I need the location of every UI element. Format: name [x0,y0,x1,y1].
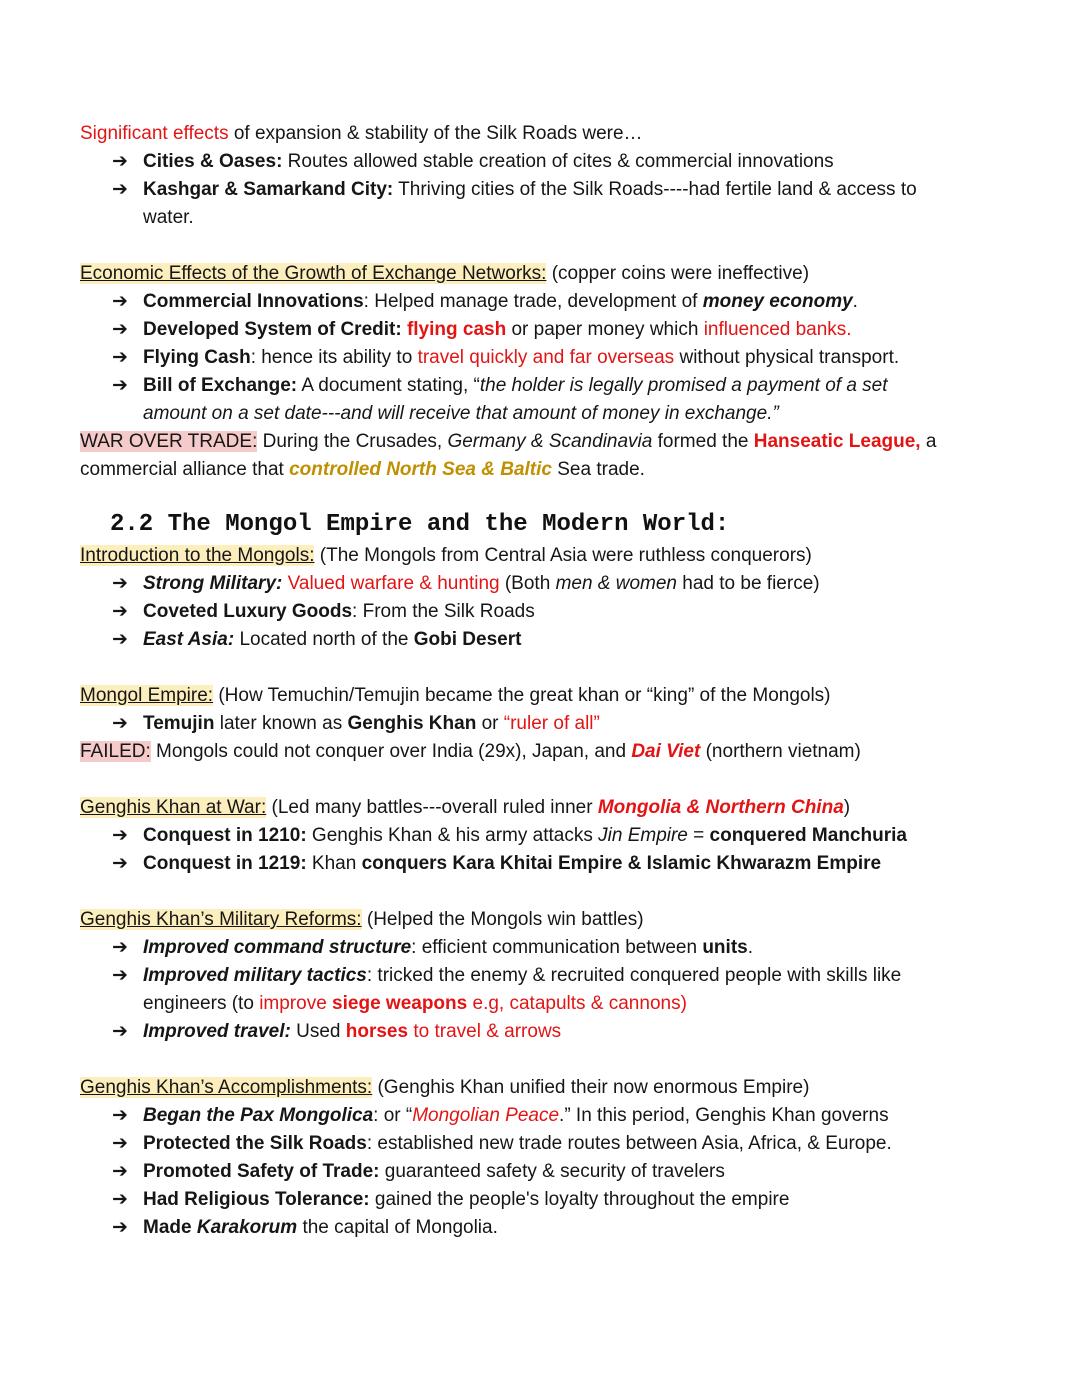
bullet-list-mongol-empire [80,710,952,738]
para-mongol-empire [80,682,952,710]
text-run: Had Religious Tolerance: [143,1189,370,1210]
para-economic-effects-heading [80,260,952,288]
list-item [80,148,952,176]
text-run: Improved command structure [143,937,412,958]
text-run: (Genghis Khan unified their now enormous Empire) [372,1077,810,1098]
arrow-bullet-icon: ➔ [112,937,128,958]
list-item [80,1158,952,1186]
text-run: : established new trade routes between Asia, Africa, & Europe. [366,1133,892,1154]
text-run: of expansion & stability of the Silk Roads were… [228,123,643,144]
para-introduction-mongols [80,542,952,570]
arrow-bullet-icon: ➔ [112,375,128,396]
text-run: Jin Empire [598,825,688,846]
text-run: the holder is legally promised a payment of a set amount on a set date---and will receive that amount of money in exchange.” [143,375,888,424]
arrow-bullet-icon: ➔ [112,601,128,622]
list-item [80,288,952,316]
text-run: Germany & Scandinavia [447,431,653,452]
text-run: Cities & Oases: [143,151,283,172]
text-run: Mongolia & Northern China [597,797,844,818]
text-run: Dai Viet [631,741,701,762]
text-run: later known as [214,713,348,734]
text-run: Hanseatic League, [753,431,921,452]
text-run: (Led many battles---overall ruled inner [266,797,598,818]
text-run: (copper coins were ineffective) [546,263,810,284]
arrow-bullet-icon: ➔ [112,965,128,986]
text-run: (Helped the Mongols win battles) [361,909,644,930]
topic-heading: Genghis Khan at War: [80,797,267,818]
text-run: Protected the Silk Roads [143,1133,367,1154]
list-item [80,1214,952,1242]
list-item [80,626,952,654]
text-run: travel quickly and far overseas [417,347,675,368]
text-run: Conquest in 1219: [143,853,307,874]
bullet-list-conquests [80,822,952,878]
bullet-text [143,372,952,428]
text-run: formed the [652,431,754,452]
bullet-text [143,1186,952,1214]
text-run: Mongols could not conquer over India (29x), Japan, and [150,741,632,762]
bullet-text [143,710,952,738]
list-item [80,598,952,626]
list-item [80,1186,952,1214]
text-run: A document stating, “ [297,375,480,396]
list-item [80,316,952,344]
bullet-text [143,1214,952,1242]
text-run: units [702,937,748,958]
bullet-text [143,1018,952,1046]
list-item [80,1130,952,1158]
arrow-bullet-icon: ➔ [112,291,128,312]
para-accomplishments [80,1074,952,1102]
text-run: improve [259,993,333,1014]
list-item [80,822,952,850]
text-run: Developed System of Credit: [143,319,402,340]
arrow-bullet-icon: ➔ [112,1189,128,1210]
bullet-list-military-reforms [80,934,952,1046]
text-run: had to be fierce) [677,573,820,594]
list-item [80,962,952,1018]
text-run: .” In this period, Genghis Khan governs [559,1105,889,1126]
bullet-list-economic-effects [80,288,952,428]
bullet-text [143,962,952,1018]
bullet-text [143,1102,952,1130]
arrow-bullet-icon: ➔ [112,1105,128,1126]
highlighted-term: FAILED: [80,741,151,762]
text-run: or paper money which [506,319,704,340]
para-failed [80,738,952,766]
topic-heading: Mongol Empire: [80,685,214,706]
text-run: Commercial Innovations [143,291,364,312]
text-run: Used [290,1021,346,1042]
bullet-text [143,288,952,316]
bullet-text [143,316,952,344]
text-run: : or “ [373,1105,413,1126]
para-genghis-at-war [80,794,952,822]
arrow-bullet-icon: ➔ [112,1217,128,1238]
text-run: horses [345,1021,409,1042]
text-run: to travel & arrows [408,1021,562,1042]
document-page [80,120,952,1242]
text-run: (Both [499,573,556,594]
text-run: money economy [702,291,853,312]
list-item [80,710,952,738]
text-run: guaranteed safety & security of travelers [379,1161,725,1182]
text-run: (How Temuchin/Temujin became the great khan or “king” of the Mongols) [213,685,831,706]
text-run: the capital of Mongolia. [297,1217,498,1238]
text-run: (northern vietnam) [700,741,861,762]
text-run: conquered Manchuria [709,825,907,846]
arrow-bullet-icon: ➔ [112,825,128,846]
para-war-over-trade [80,428,952,484]
text-run: Conquest in 1210: [143,825,307,846]
text-run: siege weapons [332,993,468,1014]
text-run: Temujin [143,713,215,734]
text-run: Genghis Khan [347,713,477,734]
arrow-bullet-icon: ➔ [112,1161,128,1182]
text-run: : tricked the enemy & recruited conquered people with skills like engineers (to [143,965,902,1014]
text-run: : hence its ability to [250,347,418,368]
text-run: East Asia: [143,629,235,650]
bullet-text [143,148,952,176]
text-run: (The Mongols from Central Asia were ruthless conquerors) [314,545,812,566]
list-item [80,1018,952,1046]
arrow-bullet-icon: ➔ [112,1133,128,1154]
text-run: Kashgar & Samarkand City: [143,179,394,200]
text-run: Strong Military: [143,573,283,594]
text-run: or [476,713,504,734]
text-run: Valued warfare & hunting [287,573,500,594]
topic-heading: Genghis Khan’s Military Reforms: [80,909,362,930]
text-run: Began the Pax Mongolica [143,1105,374,1126]
topic-heading: Economic Effects of the Growth of Exchange Networks: [80,263,547,284]
arrow-bullet-icon: ➔ [112,853,128,874]
bullet-text [143,344,952,372]
para-military-reforms [80,906,952,934]
para-significant-effects [80,120,952,148]
text-run: Bill of Exchange: [143,375,298,396]
arrow-bullet-icon: ➔ [112,179,128,200]
text-run: flying cash [406,319,507,340]
text-run: = [687,825,710,846]
text-run: Significant effects [80,123,229,144]
list-item [80,344,952,372]
text-run: . [747,937,753,958]
bullet-text [143,570,952,598]
arrow-bullet-icon: ➔ [112,629,128,650]
bullet-text [143,1158,952,1186]
text-run: Flying Cash [143,347,251,368]
text-run: Thriving cities of the Silk Roads----had fertile land & access to water. [143,179,917,228]
list-item [80,372,952,428]
text-run: : efficient communication between [411,937,703,958]
text-run: Improved travel: [143,1021,291,1042]
text-run: e.g, catapults & cannons) [467,993,687,1014]
topic-heading: Genghis Khan’s Accomplishments: [80,1077,373,1098]
arrow-bullet-icon: ➔ [112,151,128,172]
text-run: conquers Kara Khitai Empire & Islamic Khwarazm Empire [361,853,882,874]
text-run: . [852,291,858,312]
text-run: Coveted Luxury Goods [143,601,353,622]
text-run: Routes allowed stable creation of cites & commercial innovations [282,151,834,172]
bullet-text [143,850,952,878]
arrow-bullet-icon: ➔ [112,573,128,594]
text-run: Genghis Khan & his army attacks [306,825,599,846]
arrow-bullet-icon: ➔ [112,1021,128,1042]
text-run: a commercial alliance that [80,431,937,480]
text-run: men & women [555,573,678,594]
arrow-bullet-icon: ➔ [112,319,128,340]
text-run: Khan [306,853,362,874]
highlighted-term: WAR OVER TRADE: [80,431,258,452]
list-item [80,850,952,878]
text-run: influenced banks. [703,319,852,340]
bullet-text [143,1130,952,1158]
arrow-bullet-icon: ➔ [112,347,128,368]
text-run: During the Crusades, [257,431,448,452]
text-run: Gobi Desert [413,629,522,650]
text-run: : Helped manage trade, development of [363,291,703,312]
text-run: Improved military tactics [143,965,367,986]
text-run: Sea trade. [551,459,645,480]
list-item [80,934,952,962]
bullet-text [143,176,952,232]
text-run: controlled North Sea & Baltic [289,459,552,480]
text-run: Mongolian Peace [412,1105,560,1126]
bullet-text [143,822,952,850]
topic-heading: Introduction to the Mongols: [80,545,315,566]
list-item [80,176,952,232]
text-run: without physical transport. [674,347,900,368]
text-run: Located north of the [234,629,414,650]
list-item [80,1102,952,1130]
section-heading-2-2: 2.2 The Mongol Empire and the Modern World: [110,511,730,538]
bullet-text [143,626,952,654]
text-run: : From the Silk Roads [352,601,535,622]
arrow-bullet-icon: ➔ [112,713,128,734]
text-run: gained the people's loyalty throughout the empire [369,1189,790,1210]
bullet-text [143,598,952,626]
text-run: “ruler of all” [503,713,600,734]
text-run: Karakorum [196,1217,298,1238]
text-run: ) [843,797,851,818]
text-run: Promoted Safety of Trade: [143,1161,380,1182]
bullet-list-accomplishments [80,1102,952,1242]
bullet-list-silk-road-effects [80,148,952,232]
list-item [80,570,952,598]
text-run: Made [143,1217,197,1238]
bullet-list-mongol-intro [80,570,952,654]
bullet-text [143,934,952,962]
